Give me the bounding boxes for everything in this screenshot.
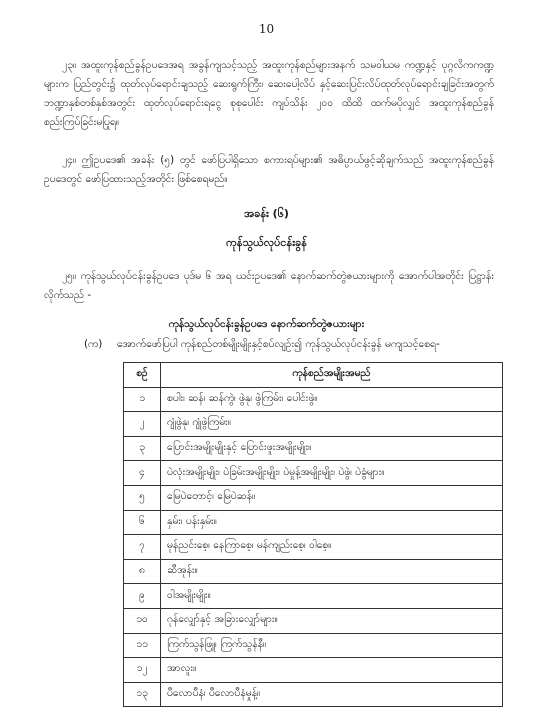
row-number: ၇ bbox=[124, 535, 161, 560]
row-number: ၂ bbox=[124, 412, 161, 437]
row-number: ၃ bbox=[124, 436, 161, 461]
exempt-goods-table bbox=[123, 362, 503, 707]
page-number: 10 bbox=[258, 22, 275, 36]
chapter-title: ကုန်သွယ်လုပ်ငန်းခွန် bbox=[226, 236, 307, 249]
table-row bbox=[124, 387, 503, 412]
row-number: ၈ bbox=[124, 559, 161, 584]
goods-name: စပါး၊ ဆန်၊ ဆန်ကွဲ၊ ဖွဲနု၊ ဖွဲကြမ်း၊ ပေါင်းဖွဲ။ bbox=[161, 387, 503, 412]
goods-name: ဂျုံဖွဲနု၊ ဂျုံဖွဲကြမ်း။ bbox=[161, 412, 503, 437]
table-row bbox=[124, 682, 503, 707]
clause-label: (က) bbox=[84, 338, 103, 350]
row-number: ၁၂ bbox=[124, 658, 161, 683]
goods-name: ပီလောပီနံ၊ ပီလောပီနံမှုန့်။ bbox=[161, 682, 503, 707]
goods-name: ပြောင်းအမျိုးမျိုးနှင့် ပြောင်းဖူးအမျိုးမျိုး။ bbox=[161, 436, 503, 461]
row-number: ၁၁ bbox=[124, 633, 161, 658]
goods-name: မြေပဲတောင့်၊ မြေပဲဆန်။ bbox=[161, 485, 503, 510]
table-row bbox=[124, 510, 503, 535]
table-row bbox=[124, 412, 503, 437]
table-row bbox=[124, 436, 503, 461]
row-number: ၁ bbox=[124, 387, 161, 412]
goods-name: အာလူး။ bbox=[161, 658, 503, 683]
table-row bbox=[124, 584, 503, 609]
goods-name: နှမ်း၊ ပန်းနှမ်း။ bbox=[161, 510, 503, 535]
goods-name: ကြက်သွန်ဖြူ၊ ကြက်သွန်နီ။ bbox=[161, 633, 503, 658]
row-number: ၁၃ bbox=[124, 682, 161, 707]
row-number: ၉ bbox=[124, 584, 161, 609]
table-row bbox=[124, 535, 503, 560]
table-row bbox=[124, 461, 503, 486]
row-number: ၄ bbox=[124, 461, 161, 486]
column-header-no: စဉ် bbox=[124, 363, 161, 388]
row-number: ၅ bbox=[124, 485, 161, 510]
row-number: ၁၀ bbox=[124, 608, 161, 633]
table-header-row bbox=[124, 363, 503, 388]
table-row bbox=[124, 658, 503, 683]
chapter-number: အခန်း (၆) bbox=[244, 207, 289, 220]
clause-text: အောက်ဖော်ပြပါ ကုန်စည်တစ်မျိုးမျိုးနှင့်စပ်လျဉ်း၍ ကုန်သွယ်လုပ်ငန်းခွန် မကျသင့်စေရ- bbox=[117, 338, 440, 350]
paragraph-25: ၂၅။ ကုန်သွယ်လုပ်ငန်းခွန်ဥပဒေ ပုဒ်မ ၆ အရ ယင်းဥပဒေ၏ နောက်ဆက်တွဲဇယားများကို အောက်ပါအတိုင်း ပြဋ္ဌာန်းလိုက်သည် - bbox=[44, 270, 494, 301]
goods-name: ဂုန်လျှော်နှင့် အခြားလျှော်များ။ bbox=[161, 608, 503, 633]
schedule-heading: ကုန်သွယ်လုပ်ငန်းခွန်ဥပဒေ နောက်ဆက်တွဲဇယားများ bbox=[168, 318, 365, 330]
table-row bbox=[124, 608, 503, 633]
paragraph-24: ၂၄။ ဤဥပဒေ၏ အခန်း (၅) တွင် ဖော်ပြပါရှိသော စကားရပ်များ၏ အဓိပ္ပာယ်ဖွင့်ဆိုချက်သည် အထူးကုန်စည်ခွန်ဥပဒေတွင် ဖော်ပြထားသည့်အတိုင်း ဖြစ်စေရမည်။ bbox=[44, 154, 494, 185]
goods-name: ဝါအမျိုးမျိုး။ bbox=[161, 584, 503, 609]
table-row bbox=[124, 485, 503, 510]
row-number: ၆ bbox=[124, 510, 161, 535]
goods-name: ပဲလုံးအမျိုးမျိုး၊ ပဲခြမ်းအမျိုးမျိုး၊ ပဲမှုန့်အမျိုးမျိုး၊ ပဲဖွဲ၊ ပဲခွံများ။ bbox=[161, 461, 503, 486]
table-row bbox=[124, 633, 503, 658]
table-row bbox=[124, 559, 503, 584]
paragraph-23: ၂၃။ အထူးကုန်စည်ခွန်ဥပဒေအရ အခွန်ကျသင့်သည့် အထူးကုန်စည်များအနက် သမဝါယမ ကဏ္ဍနှင့် ပုဂ္ဂလိကကဏ္ဍများက ပြည်တွင်း၌ ထုတ်လုပ်ရောင်းချသည့် ဆေးရွက်ကြီး၊ ဆေးပေါ့လိပ် နှင့်ဆေးပြင်းလိပ်ထုတ်လုပ်ရောင်းချခြင်းအတွက် ဘဏ္ဍာနှစ်တစ်နှစ်အတွင်း ထုတ်လုပ်ရောင်းရငွေ စုစုပေါင်း ကျပ်သိန်း ၂၀၀ ထိထိ ထက်မပိုလျှင် အထူးကုန်စည်ခွန် စည်းကြပ်ခြင်းမပြုရ။ bbox=[44, 59, 494, 128]
goods-name: မုန်ညင်းစေ့၊ နေကြာစေ့၊ မန်ကျည်းစေ့၊ ဝါစေ့။ bbox=[161, 535, 503, 560]
column-header-goods-name: ကုန်စည်အမျိုးအမည် bbox=[161, 363, 503, 388]
goods-name: ဆီအုန်း။ bbox=[161, 559, 503, 584]
